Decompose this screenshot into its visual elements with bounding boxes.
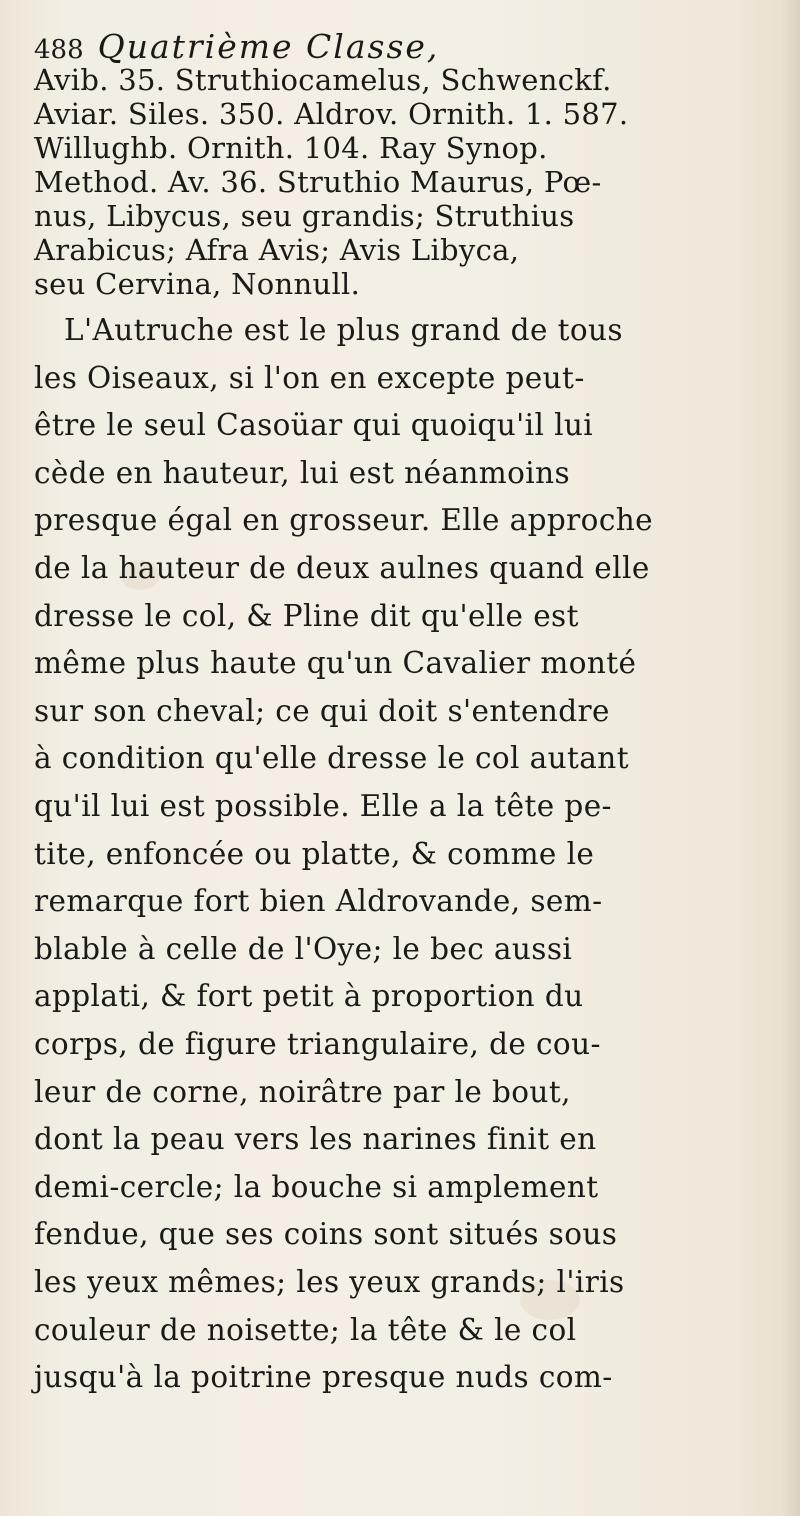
- synonymy-line: Arabicus; Afra Avis; Avis Libyca,: [34, 233, 520, 267]
- body-line: cède en hauteur, lui est néanmoins: [34, 456, 571, 490]
- body-line: corps, de figure triangulaire, de cou-: [34, 1027, 601, 1061]
- body-line: blable à celle de l'Oye; le bec aussi: [34, 932, 573, 966]
- synonymy-line: Method. Av. 36. Struthio Maurus, Pœ-: [34, 165, 602, 199]
- body-line: applati, & fort petit à proportion du: [34, 979, 584, 1013]
- body-line: presque égal en grosseur. Elle approche: [34, 503, 654, 537]
- body-line: qu'il lui est possible. Elle a la tête pe-: [34, 789, 612, 823]
- body-line: dont la peau vers les narines finit en: [34, 1122, 597, 1156]
- body-line: demi-cercle; la bouche si amplement: [34, 1170, 599, 1204]
- body-line: couleur de noisette; la tête & le col: [34, 1313, 577, 1347]
- running-title: Quatrième Classe,: [97, 27, 440, 66]
- body-line: même plus haute qu'un Cavalier monté: [34, 646, 637, 680]
- synonymy-line: nus, Libycus, seu grandis; Struthius: [34, 199, 575, 233]
- body-line: les yeux mêmes; les yeux grands; l'iris: [34, 1265, 625, 1299]
- running-header: [34, 27, 440, 66]
- body-line: à condition qu'elle dresse le col autant: [34, 741, 629, 775]
- body-line: leur de corne, noirâtre par le bout,: [34, 1075, 571, 1109]
- body-line: sur son cheval; ce qui doit s'entendre: [34, 694, 610, 728]
- synonymy-line: Willughb. Ornith. 104. Ray Synop.: [34, 131, 548, 165]
- synonymy-line: seu Cervina, Nonnull.: [34, 267, 361, 301]
- body-line: remarque fort bien Aldrovande, sem-: [34, 884, 603, 918]
- synonymy-line: Avib. 35. Struthiocamelus, Schwenckf.: [34, 63, 612, 97]
- body-line: jusqu'à la poitrine presque nuds com-: [34, 1360, 613, 1394]
- body-line: de la hauteur de deux aulnes quand elle: [34, 551, 650, 585]
- synonymy-line: Aviar. Siles. 350. Aldrov. Ornith. 1. 587.: [34, 97, 629, 131]
- page-edge-shadow: [782, 0, 800, 1516]
- body-line: être le seul Casoüar qui quoiqu'il lui: [34, 408, 594, 442]
- body-line: dresse le col, & Pline dit qu'elle est: [34, 599, 579, 633]
- body-line: les Oiseaux, si l'on en excepte peut-: [34, 361, 585, 395]
- page-number: 488: [34, 35, 84, 65]
- body-line: fendue, que ses coins sont situés sous: [34, 1217, 618, 1251]
- body-line: tite, enfoncée ou platte, & comme le: [34, 837, 595, 871]
- body-line: L'Autruche est le plus grand de tous: [64, 313, 623, 347]
